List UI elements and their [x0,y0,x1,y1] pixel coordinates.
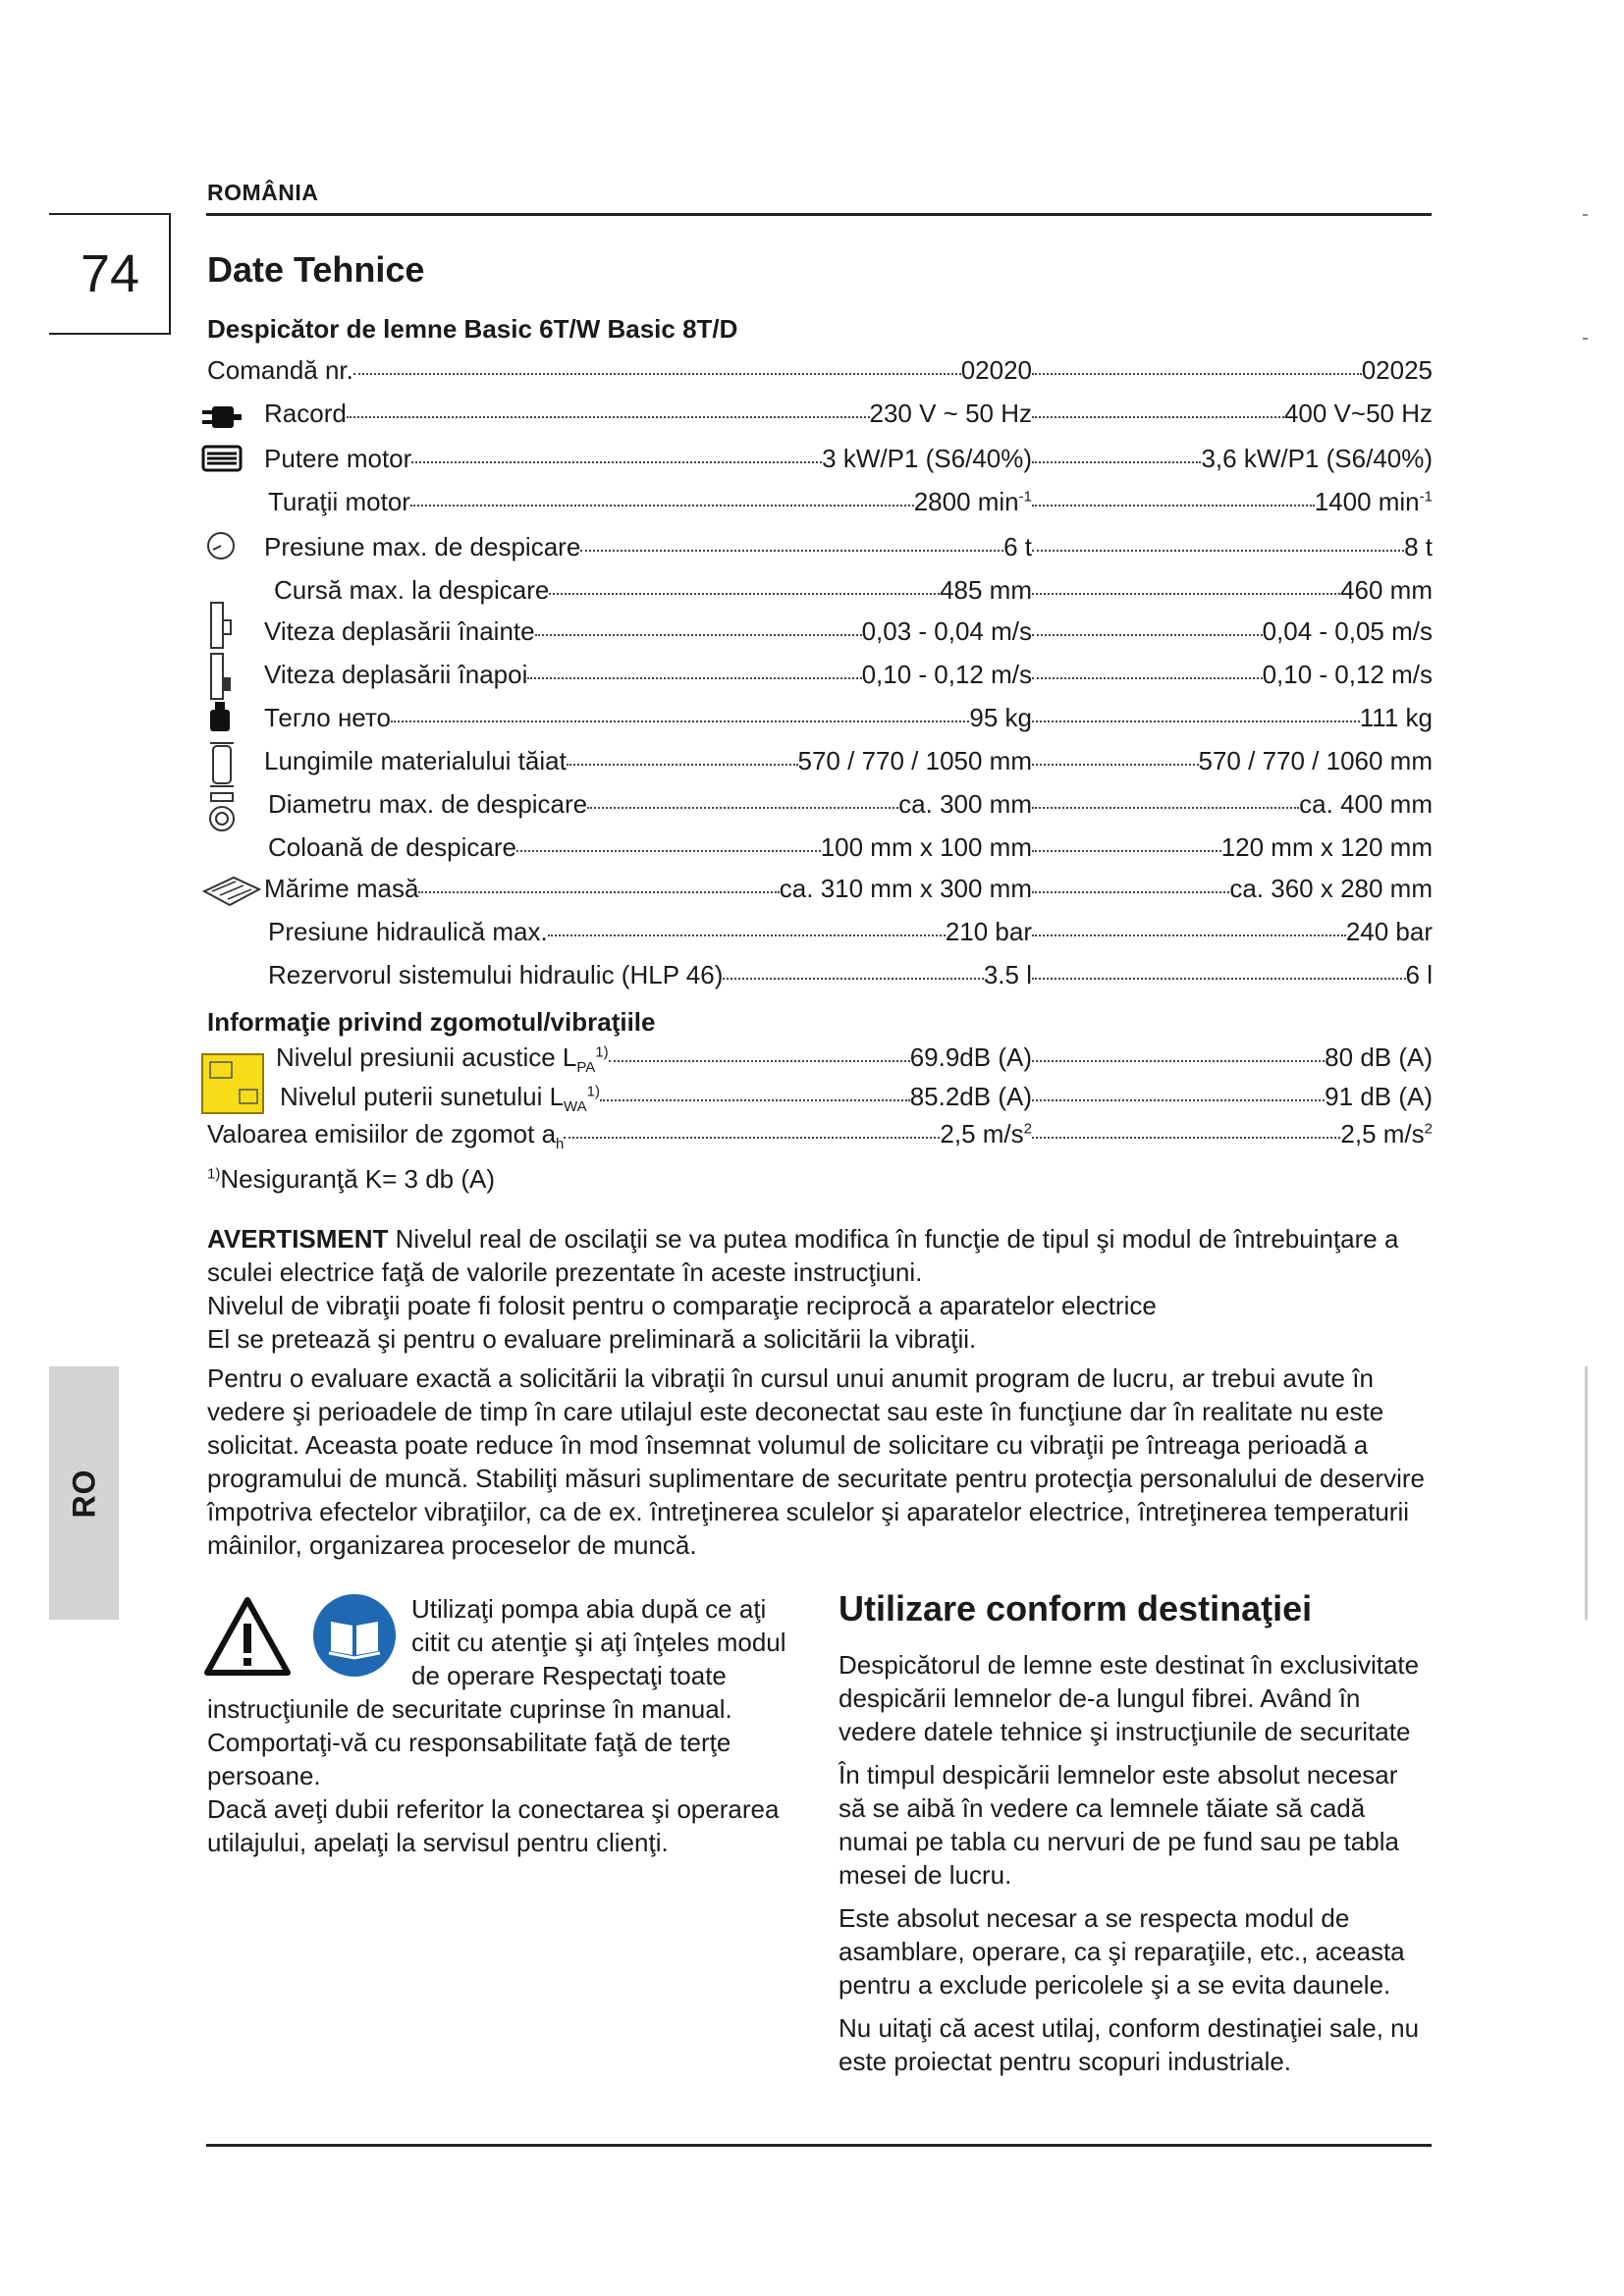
dot-leader [535,620,862,640]
spec-label: Rezervorul sistemului hidraulic (HLP 46) [268,960,724,989]
pressure-gauge-icon [205,530,237,561]
dot-leader [1032,579,1340,599]
spec-label: Cursă max. la despicare [274,575,550,605]
spec-value-8t: 8 t [1404,532,1433,561]
dot-leader [1032,836,1221,856]
dot-leader [564,1123,940,1143]
safety-text [207,1592,796,1859]
spec-value-8t: 3,6 kW/P1 (S6/40%) [1201,444,1433,473]
dot-leader [1032,664,1263,683]
spec-row [207,960,1433,995]
dot-leader [411,448,822,467]
log-length-icon [207,740,237,789]
spec-label: Putere motor [264,444,412,473]
ram-forward-icon [207,601,235,650]
weight-icon [207,700,233,733]
spec-label: Presiune max. de despicare [264,532,581,561]
spec-value-8t: 400 V~50 Hz [1283,399,1433,428]
spec-row [207,874,1433,909]
noise-label: Valoarea emisiilor de zgomot $a_h$ [207,1119,565,1153]
spec-value-6t: 3.5 l [983,960,1032,989]
spec-value-8t: ca. 400 mm [1299,789,1433,819]
dot-leader [353,359,961,379]
spec-row [207,575,1433,611]
spec-value-8t: 460 mm [1340,575,1433,605]
noise-value-8t: 2,5 $m/s^2$ [1340,1119,1433,1148]
spec-value-8t: 111 kg [1359,703,1433,732]
section-title: Date Tehnice [207,249,425,290]
spec-label: Turaţii motor [268,487,410,516]
spec-label: Diametru max. de despicare [268,789,588,819]
dot-leader [1032,1086,1325,1105]
noise-value-8t: 91 dB (A) [1325,1082,1433,1111]
dot-leader [600,1086,910,1105]
usage-paragraph-4: Nu uitaţi că acest utilaj, conform destinaţiei sale, nu este proiectat pentru scopuri industriale. [839,2013,1420,2076]
log-diameter-icon [207,791,237,834]
noise-row [276,1042,1433,1078]
dot-leader [548,921,946,940]
spec-row [207,746,1433,781]
spec-label: Lungimile materialului tăiat [264,746,567,775]
dot-leader [347,402,870,422]
noise-row [280,1082,1433,1117]
header-country: ROMÂNIA [207,180,319,205]
dot-leader [418,878,779,897]
dot-leader [1032,793,1299,813]
spec-value-6t: 100 mm x 100 mm [820,832,1032,862]
dot-leader [549,579,940,599]
dot-leader [1032,620,1263,640]
usage-paragraph-1: Despicătorul de lemne este destinat în exclusivitate despicării lemnelor de-a lungul fibrei. Având în vedere datele tehnice şi instrucţiunile de securitate [839,1650,1420,1746]
spec-row [207,532,1433,567]
dot-leader [1032,448,1201,467]
spec-row [207,399,1433,434]
spec-value-6t: 02020 [960,355,1032,385]
dot-leader [567,750,798,770]
dot-leader [1032,707,1360,726]
dot-leader [1032,750,1199,770]
product-line: Despicător de lemne Basic 6T/W Basic 8T/D [207,314,738,344]
spec-value-6t: 210 bar [945,917,1032,946]
spec-value-6t: 3 kW/P1 (S6/40%) [822,444,1032,473]
spec-value-6t: 230 V ~ 50 Hz [869,399,1032,428]
spec-row [207,832,1433,868]
plug-icon [200,400,244,434]
spec-value-6t: ca. 310 mm x 300 mm [779,874,1032,903]
spec-value-8t: 0,04 - 0,05 m/s [1262,616,1433,646]
spec-label: Mărime masă [264,874,419,903]
noise-label: Nivelul puterii sunetului $L_{WA}^{1)}$ [280,1082,600,1116]
dot-leader [1032,536,1404,556]
margin-mark [1583,214,1588,216]
dot-leader [609,1046,910,1066]
spec-label: Viteza deplasării înainte [264,616,535,646]
noise-value-8t: 80 dB (A) [1325,1042,1433,1072]
warning-paragraph-4: Pentru o evaluare exactă a solicitării la vibraţii în cursul unui anumit program de lucru, ar trebui avute în vedere şi perioadele de timp în care utilajul este deconectat sau este în funcţiune dar în realitate nu este solicitat. Aceasta poate reduce în mod însemnat volumul de solicitare cu vibraţii pe întreaga perioadă a programului de muncă. Stabiliţi măsuri suplimentare de securitate pentru protecţia personalului de deservire împotriva efectelor vibraţiilor, ca de ex. întreţinerea sculelor şi aparatelor electrice, întreţinerea temperaturii mâinilor, organizarea proceselor de muncă. [207,1363,1425,1560]
spec-row [207,917,1433,952]
dot-leader [1032,921,1346,940]
noise-label-icon [200,1052,265,1115]
spec-value-8t: 0,10 - 0,12 m/s [1262,660,1433,689]
spec-row [207,355,1433,391]
language-side-tab-label: RO [66,1468,101,1518]
safety-paragraph-2: Dacă aveţi dubii referitor la conectarea şi operarea utilajului, apelaţi la servisul pentru clienţi. [207,1794,780,1857]
spec-label: Тегло нето [264,703,391,732]
spec-value-6t: 6 t [1003,532,1032,561]
usage-title: Utilizare conform destinaţiei [839,1588,1313,1629]
dot-leader [1032,491,1315,510]
spec-row [207,789,1433,825]
spec-value-8t: 570 / 770 / 1060 mm [1198,746,1433,775]
spec-value-6t: 0,03 - 0,04 m/s [861,616,1032,646]
warning-paragraph-2: Nivelul de vibraţii poate fi folosit pentru o comparaţie reciprocă a aparatelor electrice [207,1291,1157,1320]
noise-row [207,1119,1433,1154]
spec-value-8t: 6 l [1405,960,1433,989]
spec-value-8t: 1400 $\min^{-1}$ [1314,487,1433,516]
dot-leader [580,536,1003,556]
dot-leader [1032,402,1284,422]
spec-row [207,703,1433,738]
usage-paragraph-2: În timpul despicării lemnelor este absolut necesar să se aibă în vedere ca lemnele tăiate să cadă numai pe tabla cu nervuri de pe fund sau pe tabla mesei de lucru. [839,1760,1399,1890]
dot-leader [410,491,914,510]
spec-label: Viteza deplasării înapoi [264,660,528,689]
noise-value-6t: 69.9dB (A) [909,1042,1032,1072]
header-rule [206,213,1432,216]
spec-label: Racord [264,399,347,428]
dot-leader [391,707,969,726]
spec-row [207,616,1433,652]
safety-line-1: Utilizaţi pompa abia după ce aţi citit cu atenţie şi aţi înţeles modul de operare Respectaţi toate [411,1594,786,1690]
noise-section-title: Informaţie privind zgomotul/vibraţiile [207,1007,656,1037]
dot-leader [516,836,821,856]
warning-block [207,1222,1444,1562]
spec-value-6t: 0,10 - 0,12 m/s [861,660,1032,689]
dot-leader [1032,878,1229,897]
margin-mark [1585,1366,1588,1620]
noise-label: Nivelul presiunii acustice $L_{PA}^{1)}$ [276,1042,609,1077]
spec-row [207,660,1433,695]
spec-value-8t: ca. 360 x 280 mm [1229,874,1433,903]
ram-back-icon [207,652,235,701]
spec-value-8t: 240 bar [1345,917,1433,946]
usage-text [839,1648,1428,2088]
spec-label: Comandă nr. [207,355,353,385]
page-number: 74 [80,244,140,303]
spec-value-6t: 95 kg [969,703,1032,732]
spec-label: Coloană de despicare [268,832,516,862]
dot-leader [527,664,861,683]
warning-paragraph-3: El se pretează şi pentru o evaluare preliminară a solicitării la vibraţii. [207,1324,977,1354]
noise-value-6t: 2,5 $m/s^2$ [940,1119,1032,1148]
dot-leader [1032,359,1362,379]
spec-value-6t: 2800 $\min^{-1}$ [913,487,1032,516]
spec-value-6t: 485 mm [940,575,1032,605]
usage-paragraph-3: Este absolut necesar a se respecta modul de asamblare, operare, ca şi reparaţiile, etc., aceasta pentru a exclude pericolele şi a se evita daunele. [839,1903,1405,2000]
spec-value-6t: 570 / 770 / 1050 mm [797,746,1032,775]
spec-value-8t: 02025 [1361,355,1433,385]
table-icon [200,874,263,913]
dot-leader [587,793,898,813]
warning-paragraph-1: AVERTISMENT Nivelul real de oscilaţii se va putea modifica în funcţie de tipul şi modul de întrebuinţare a sculei electrice faţă de valorile prezentate în aceste instrucţiuni. [207,1224,1399,1287]
spec-value-8t: 120 mm x 120 mm [1220,832,1433,862]
footer-rule [206,2144,1432,2147]
spec-label: Presiune hidraulică max. [268,917,548,946]
dot-leader [1032,1123,1340,1143]
uncertainty-note: $^{1)}$Nesiguranţă K= 3 db (A) [207,1164,495,1194]
dot-leader [723,964,983,984]
spec-row [207,487,1433,522]
dot-leader [1032,964,1406,984]
motor-icon [200,444,244,473]
margin-mark [1583,338,1588,340]
spec-value-6t: ca. 300 mm [898,789,1032,819]
spec-row [207,444,1433,479]
dot-leader [1032,1046,1325,1066]
safety-line-rest: instrucţiunile de securitate cuprinse în manual. Comportaţi-vă cu responsabilitate faţă de terţe persoane. [207,1694,732,1790]
noise-value-6t: 85.2dB (A) [909,1082,1032,1111]
warning-lead: AVERTISMENT [207,1224,389,1254]
